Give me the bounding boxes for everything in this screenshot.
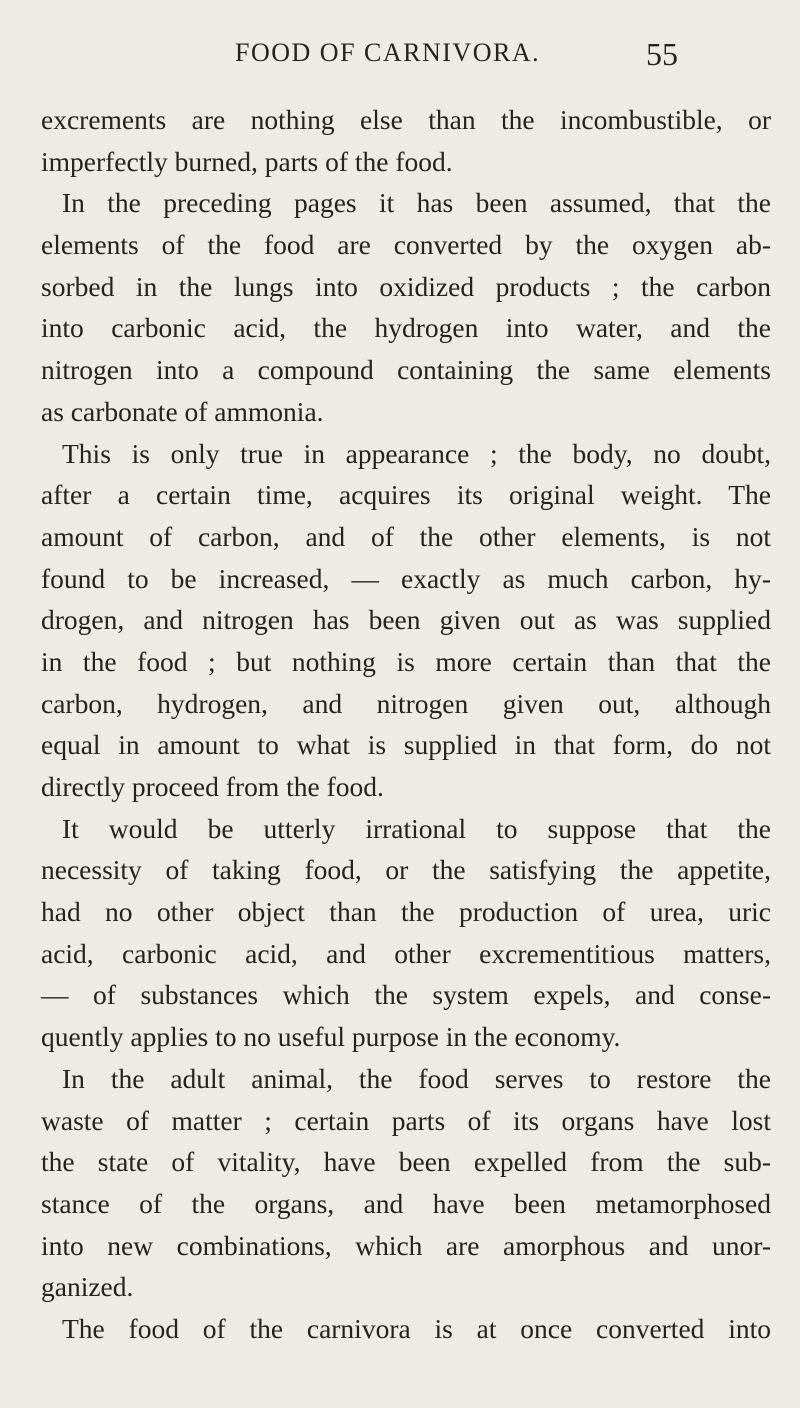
text-line: equal in amount to what is supplied in that form, do not <box>41 729 771 761</box>
text-line: into new combinations, which are amorphous and unor- <box>41 1229 771 1261</box>
text-line: In the preceding pages it has been assumed, that the <box>62 187 771 219</box>
text-line: drogen, and nitrogen has been given out as was supplied <box>41 604 771 636</box>
text-line: nitrogen into a compound containing the same elements <box>41 354 771 386</box>
text-line: elements of the food are converted by the oxygen ab- <box>41 229 771 261</box>
text-line: carbon, hydrogen, and nitrogen given out, although <box>41 687 771 719</box>
text-line: — of substances which the system expels, and conse- <box>41 979 771 1011</box>
text-line: directly proceed from the food. <box>41 771 384 802</box>
text-line: into carbonic acid, the hydrogen into water, and the <box>41 312 771 344</box>
text-line: In the adult animal, the food serves to restore the <box>62 1062 771 1094</box>
text-line: quently applies to no useful purpose in the economy. <box>41 1021 621 1053</box>
text-line: as carbonate of ammonia. <box>41 395 324 427</box>
text-line: waste of matter ; certain parts of its organs have lost <box>41 1104 771 1136</box>
text-line: the state of vitality, have been expelled from the sub- <box>41 1146 771 1178</box>
text-line: ganized. <box>41 1271 134 1303</box>
running-head-title: FOOD OF CARNIVORA. <box>235 38 541 67</box>
text-line: acid, carbonic acid, and other excrementitious matters, <box>41 937 771 969</box>
text-line: It would be utterly irrational to suppose that the <box>62 812 771 844</box>
running-head <box>0 36 800 84</box>
text-line: imperfectly burned, parts of the food. <box>41 145 453 177</box>
text-line: The food of the carnivora is at once converted into <box>62 1312 771 1344</box>
page-number: 55 <box>646 36 678 72</box>
text-line: sorbed in the lungs into oxidized products ; the carbon <box>41 270 771 302</box>
body-text <box>41 99 771 1350</box>
text-line: had no other object than the production of urea, uric <box>41 896 771 928</box>
text-line: amount of carbon, and of the other elements, is not <box>41 520 771 552</box>
text-line: stance of the organs, and have been metamorphosed <box>41 1187 771 1219</box>
text-line: excrements are nothing else than the incombustible, or <box>41 104 771 135</box>
text-line: This is only true in appearance ; the body, no doubt, <box>62 437 771 469</box>
text-line: after a certain time, acquires its original weight. The <box>41 479 771 511</box>
text-line: in the food ; but nothing is more certain than that the <box>41 645 771 677</box>
text-line: found to be increased, — exactly as much carbon, hy- <box>41 562 771 594</box>
text-line: necessity of taking food, or the satisfying the appetite, <box>41 854 771 886</box>
